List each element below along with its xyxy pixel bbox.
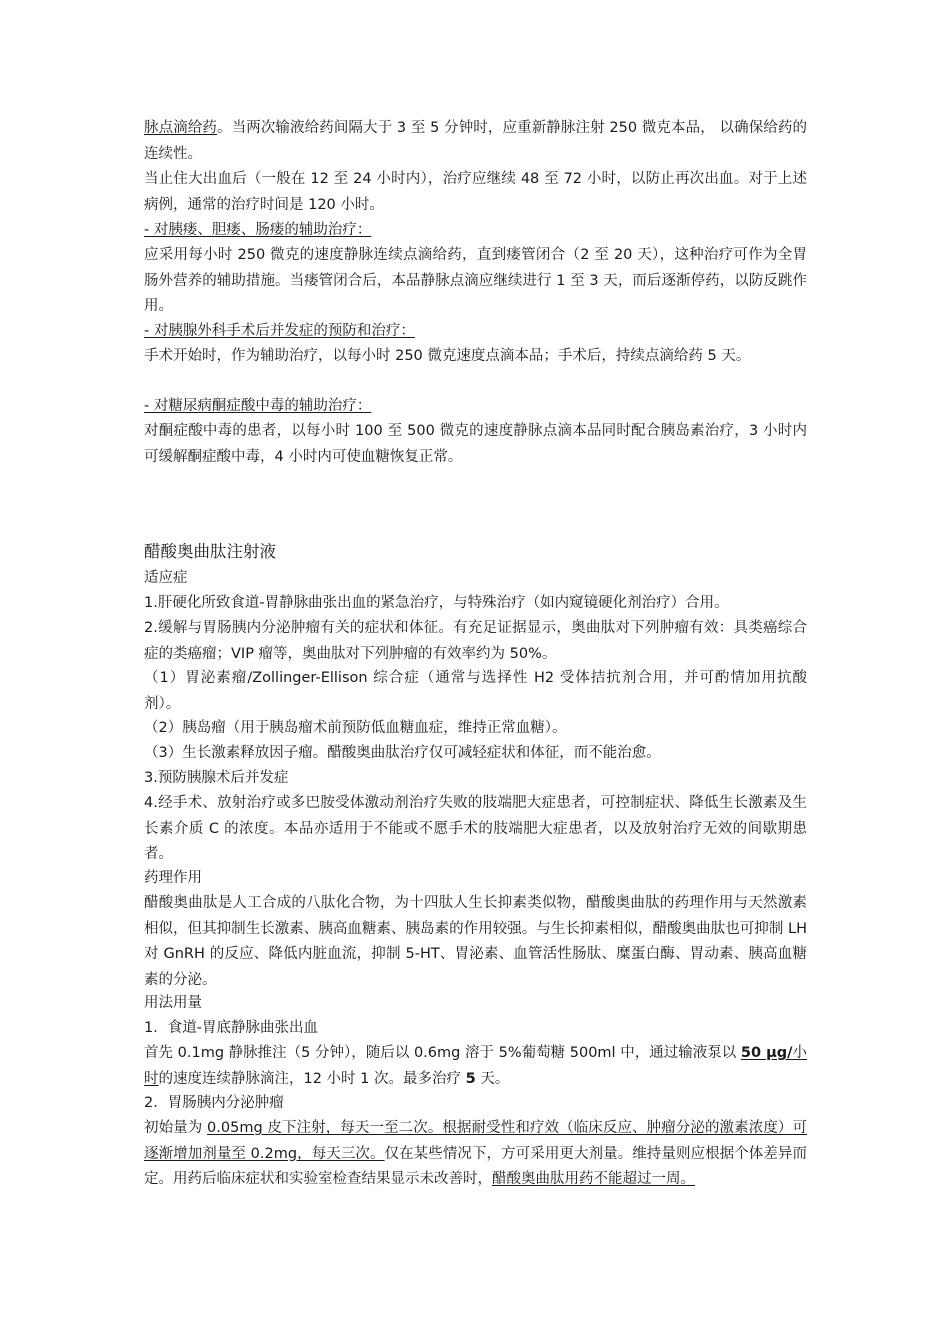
heading-surgery bbox=[144, 319, 807, 345]
heading-fistula-text: - 对胰瘘、胆瘘、肠瘘的辅助治疗： bbox=[144, 222, 372, 238]
paragraph-bleeding: 当止住大出血后（一般在 12 至 24 小时内），治疗应继续 48 至 72 小时，以防止再次出血。对于上述病例，通常的治疗时间是 120 小时。 bbox=[144, 171, 807, 213]
heading-pharmacology: 药理作用 bbox=[144, 870, 202, 886]
indication-4: 4.经手术、放射治疗或多巴胺受体激动剂治疗失败的肢端肥大症患者，可控制症状、降低生长激素及生长素介质 C 的浓度。本品亦适用于不能或不愿手术的肢端肥大症患者，以及放射治疗无效的间歇期患者。 bbox=[144, 795, 807, 862]
paragraph-text: 。当两次输液给药间隔大于 3 至 5 分钟时，应重新静脉注射 250 微克本品， 以确保给药的连续性。 bbox=[144, 120, 808, 162]
heading-dka-text: - 对糖尿病酮症酸中毒的辅助治疗： bbox=[144, 398, 372, 414]
dosage-1-text-f: 天。 bbox=[475, 1070, 510, 1087]
underlined-text: 脉点滴给药 bbox=[144, 120, 218, 136]
paragraph-dka: 对酮症酸中毒的患者，以每小时 100 至 500 微克的速度静脉点滴本品同时配合胰岛素治疗，3 小时内可缓解酮症酸中毒，4 小时内可使血糖恢复正常。 bbox=[144, 423, 807, 465]
dosage-1-rate-unit: 小时 bbox=[144, 1045, 807, 1087]
indication-2: 2.缓解与胃肠胰内分泌肿瘤有关的症状和体征。有充足证据显示，奥曲肽对下列肿瘤有效：具类癌综合症的类癌瘤；VIP 瘤等，奥曲肽对下列肿瘤的有效率约为 50%。 bbox=[144, 620, 807, 662]
indication-2-2: （2）胰岛瘤（用于胰岛瘤术前预防低血糖血症，维持正常血糖）。 bbox=[144, 720, 567, 736]
paragraph-continuation bbox=[144, 116, 807, 167]
dosage-2-text bbox=[144, 1116, 807, 1193]
dosage-2-text-a: 初始量为 bbox=[144, 1120, 208, 1136]
indication-2-1: （1）胃泌素瘤/Zollinger-Ellison 综合症（通常与选择性 H2 受体拮抗剂合用，并可酌情加用抗酸剂）。 bbox=[144, 670, 807, 712]
dosage-1-title: 1．食道-胃底静脉曲张出血 bbox=[144, 1020, 318, 1036]
indication-3: 3.预防胰腺术后并发症 bbox=[144, 770, 289, 786]
dosage-2-text-c: 仅在某些情况下，方可采用更大剂量。维持量则应根据个体差异而定。用药后临床症状和实验室检查结果显示未改善时， bbox=[144, 1145, 807, 1187]
dosage-2-underlined-dose: 0.05mg 皮下注射，每天一至二次。根据耐受性和疗效（临床反应、肿瘤分泌的激素浓度）可逐渐增加剂量至 0.2mg，每天三次。 bbox=[144, 1120, 807, 1162]
heading-dosage: 用法用量 bbox=[144, 995, 202, 1011]
paragraph-surgery: 手术开始时，作为辅助治疗，以每小时 250 微克速度点滴本品；手术后，持续点滴给药 5 天。 bbox=[144, 348, 751, 364]
heading-dka bbox=[144, 394, 807, 420]
paragraph-pharmacology: 醋酸奥曲肽是人工合成的八肽化合物，为十四肽人生长抑素类似物，醋酸奥曲肽的药理作用与天然激素相似，但其抑制生长激素、胰高血糖素、胰岛素的作用较强。与生长抑素相似，醋酸奥曲肽也可抑制 LH 对 GnRH 的反应、降低内脏血流，抑制 5-HT、胃泌素、血管活性肠肽、糜蛋白酶、胃动素、胰高血糖素的分泌。 bbox=[144, 895, 807, 988]
dosage-1-days: 5 bbox=[465, 1070, 476, 1087]
dosage-1-text bbox=[144, 1041, 807, 1092]
heading-indications: 适应症 bbox=[144, 570, 188, 586]
indication-1: 1.肝硬化所致食道-胃静脉曲张出血的紧急治疗，与特殊治疗（如内窥镜硬化剂治疗）合用。 bbox=[144, 595, 729, 611]
heading-surgery-text: - 对胰腺外科手术后并发症的预防和治疗： bbox=[144, 323, 415, 339]
dosage-1-rate-value: 50 μg/ bbox=[740, 1045, 793, 1061]
heading-fistula bbox=[144, 218, 807, 244]
dosage-2-underlined-limit: 醋酸奥曲肽用药不能超过一周。 bbox=[492, 1171, 695, 1187]
dosage-1-text-a: 首先 0.1mg 静脉推注（5 分钟），随后以 0.6mg 溶于 5%葡萄糖 500ml 中，通过输液泵以 bbox=[144, 1045, 741, 1061]
paragraph-fistula: 应采用每小时 250 微克的速度静脉连续点滴给药，直到瘘管闭合（2 至 20 天），这种治疗可作为全胃肠外营养的辅助措施。当瘘管闭合后，本品静脉点滴应继续进行 1 至 3 天，而后逐渐停药，以防反跳作用。 bbox=[144, 247, 807, 314]
drug-title: 醋酸奥曲肽注射液 bbox=[144, 542, 276, 561]
indication-2-3: （3）生长激素释放因子瘤。醋酸奥曲肽治疗仅可减轻症状和体征，而不能治愈。 bbox=[144, 745, 661, 761]
dosage-1-text-d: 的速度连续静脉滴注，12 小时 1 次。最多治疗 bbox=[158, 1070, 466, 1087]
dosage-2-title: 2．胃肠胰内分泌肿瘤 bbox=[144, 1095, 284, 1111]
